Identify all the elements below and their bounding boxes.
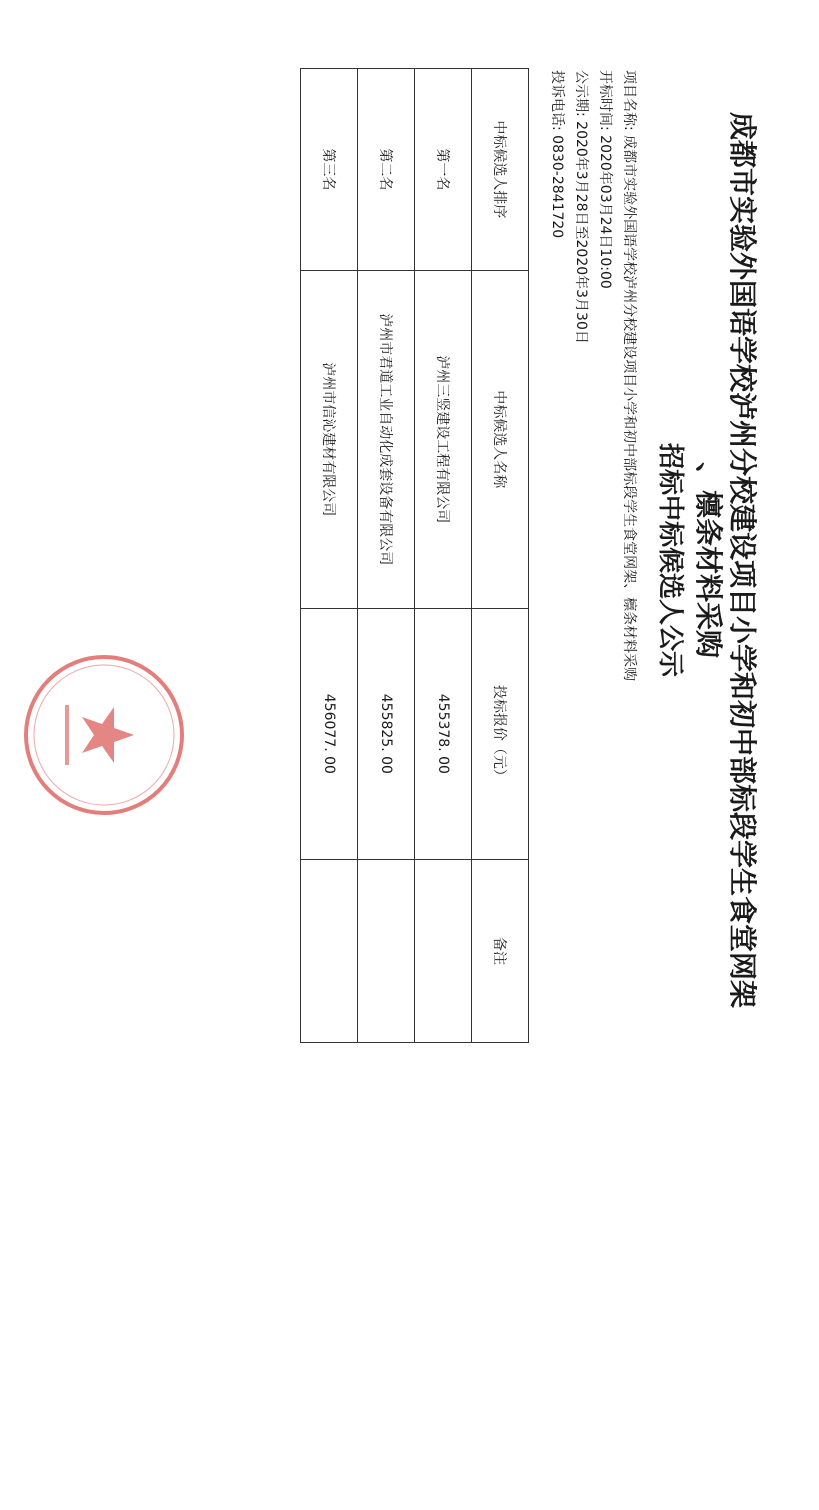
cell-price: 456077. 00 (301, 608, 358, 859)
header-rank: 中标候选人排序 (472, 69, 529, 271)
table-row (358, 69, 415, 1043)
header-name: 中标候选人名称 (472, 270, 529, 608)
project-info (545, 70, 641, 681)
project-name-label: 项目名称: (621, 70, 637, 131)
title-line-1: 成都市实验外国语学校泸州分校建设项目小学和初中部标段学生食堂网架 (726, 111, 759, 1008)
document-title (653, 60, 759, 1060)
cell-rank: 第三名 (301, 69, 358, 271)
table-row (415, 69, 472, 1043)
cell-note (415, 860, 472, 1043)
table-row (301, 69, 358, 1043)
title-line-3: 招标中标候选人公示 (655, 442, 685, 677)
notice-period-label: 公示期: (573, 70, 589, 117)
complaint-phone-value: 0830-2841720 (549, 135, 565, 239)
notice-period-row (569, 70, 593, 681)
cell-note (358, 860, 415, 1043)
candidate-table (300, 68, 529, 1043)
header-note: 备注 (472, 860, 529, 1043)
cell-rank: 第二名 (358, 69, 415, 271)
project-name-row (617, 70, 641, 681)
open-time-row (593, 70, 617, 681)
cell-price: 455378. 00 (415, 608, 472, 859)
signature-block (19, 630, 179, 890)
company-seal-icon (19, 650, 189, 820)
notice-period-value: 2020年3月28日至2020年3月30日 (573, 121, 589, 344)
cell-rank: 第一名 (415, 69, 472, 271)
open-time-value: 2020年03月24日10:00 (597, 135, 613, 289)
table-header-row (472, 69, 529, 1043)
complaint-phone-label: 投诉电话: (549, 70, 565, 131)
cell-note (301, 860, 358, 1043)
cell-name: 泸州三竖建设工程有限公司 (415, 270, 472, 608)
header-price: 投标报价（元） (472, 608, 529, 859)
open-time-label: 开标时间: (597, 70, 613, 131)
title-line-2: 、檩条材料采购 (692, 461, 725, 658)
cell-price: 455825. 00 (358, 608, 415, 859)
project-name-value: 成都市实验外国语学校泸州分校建设项目小学和初中部标段学生食堂网架、檩条材料采购 (621, 135, 637, 682)
cell-name: 泸州市信沁建材有限公司 (301, 270, 358, 608)
complaint-phone-row (545, 70, 569, 681)
cell-name: 泸州市君道工业自动化成套设备有限公司 (358, 270, 415, 608)
